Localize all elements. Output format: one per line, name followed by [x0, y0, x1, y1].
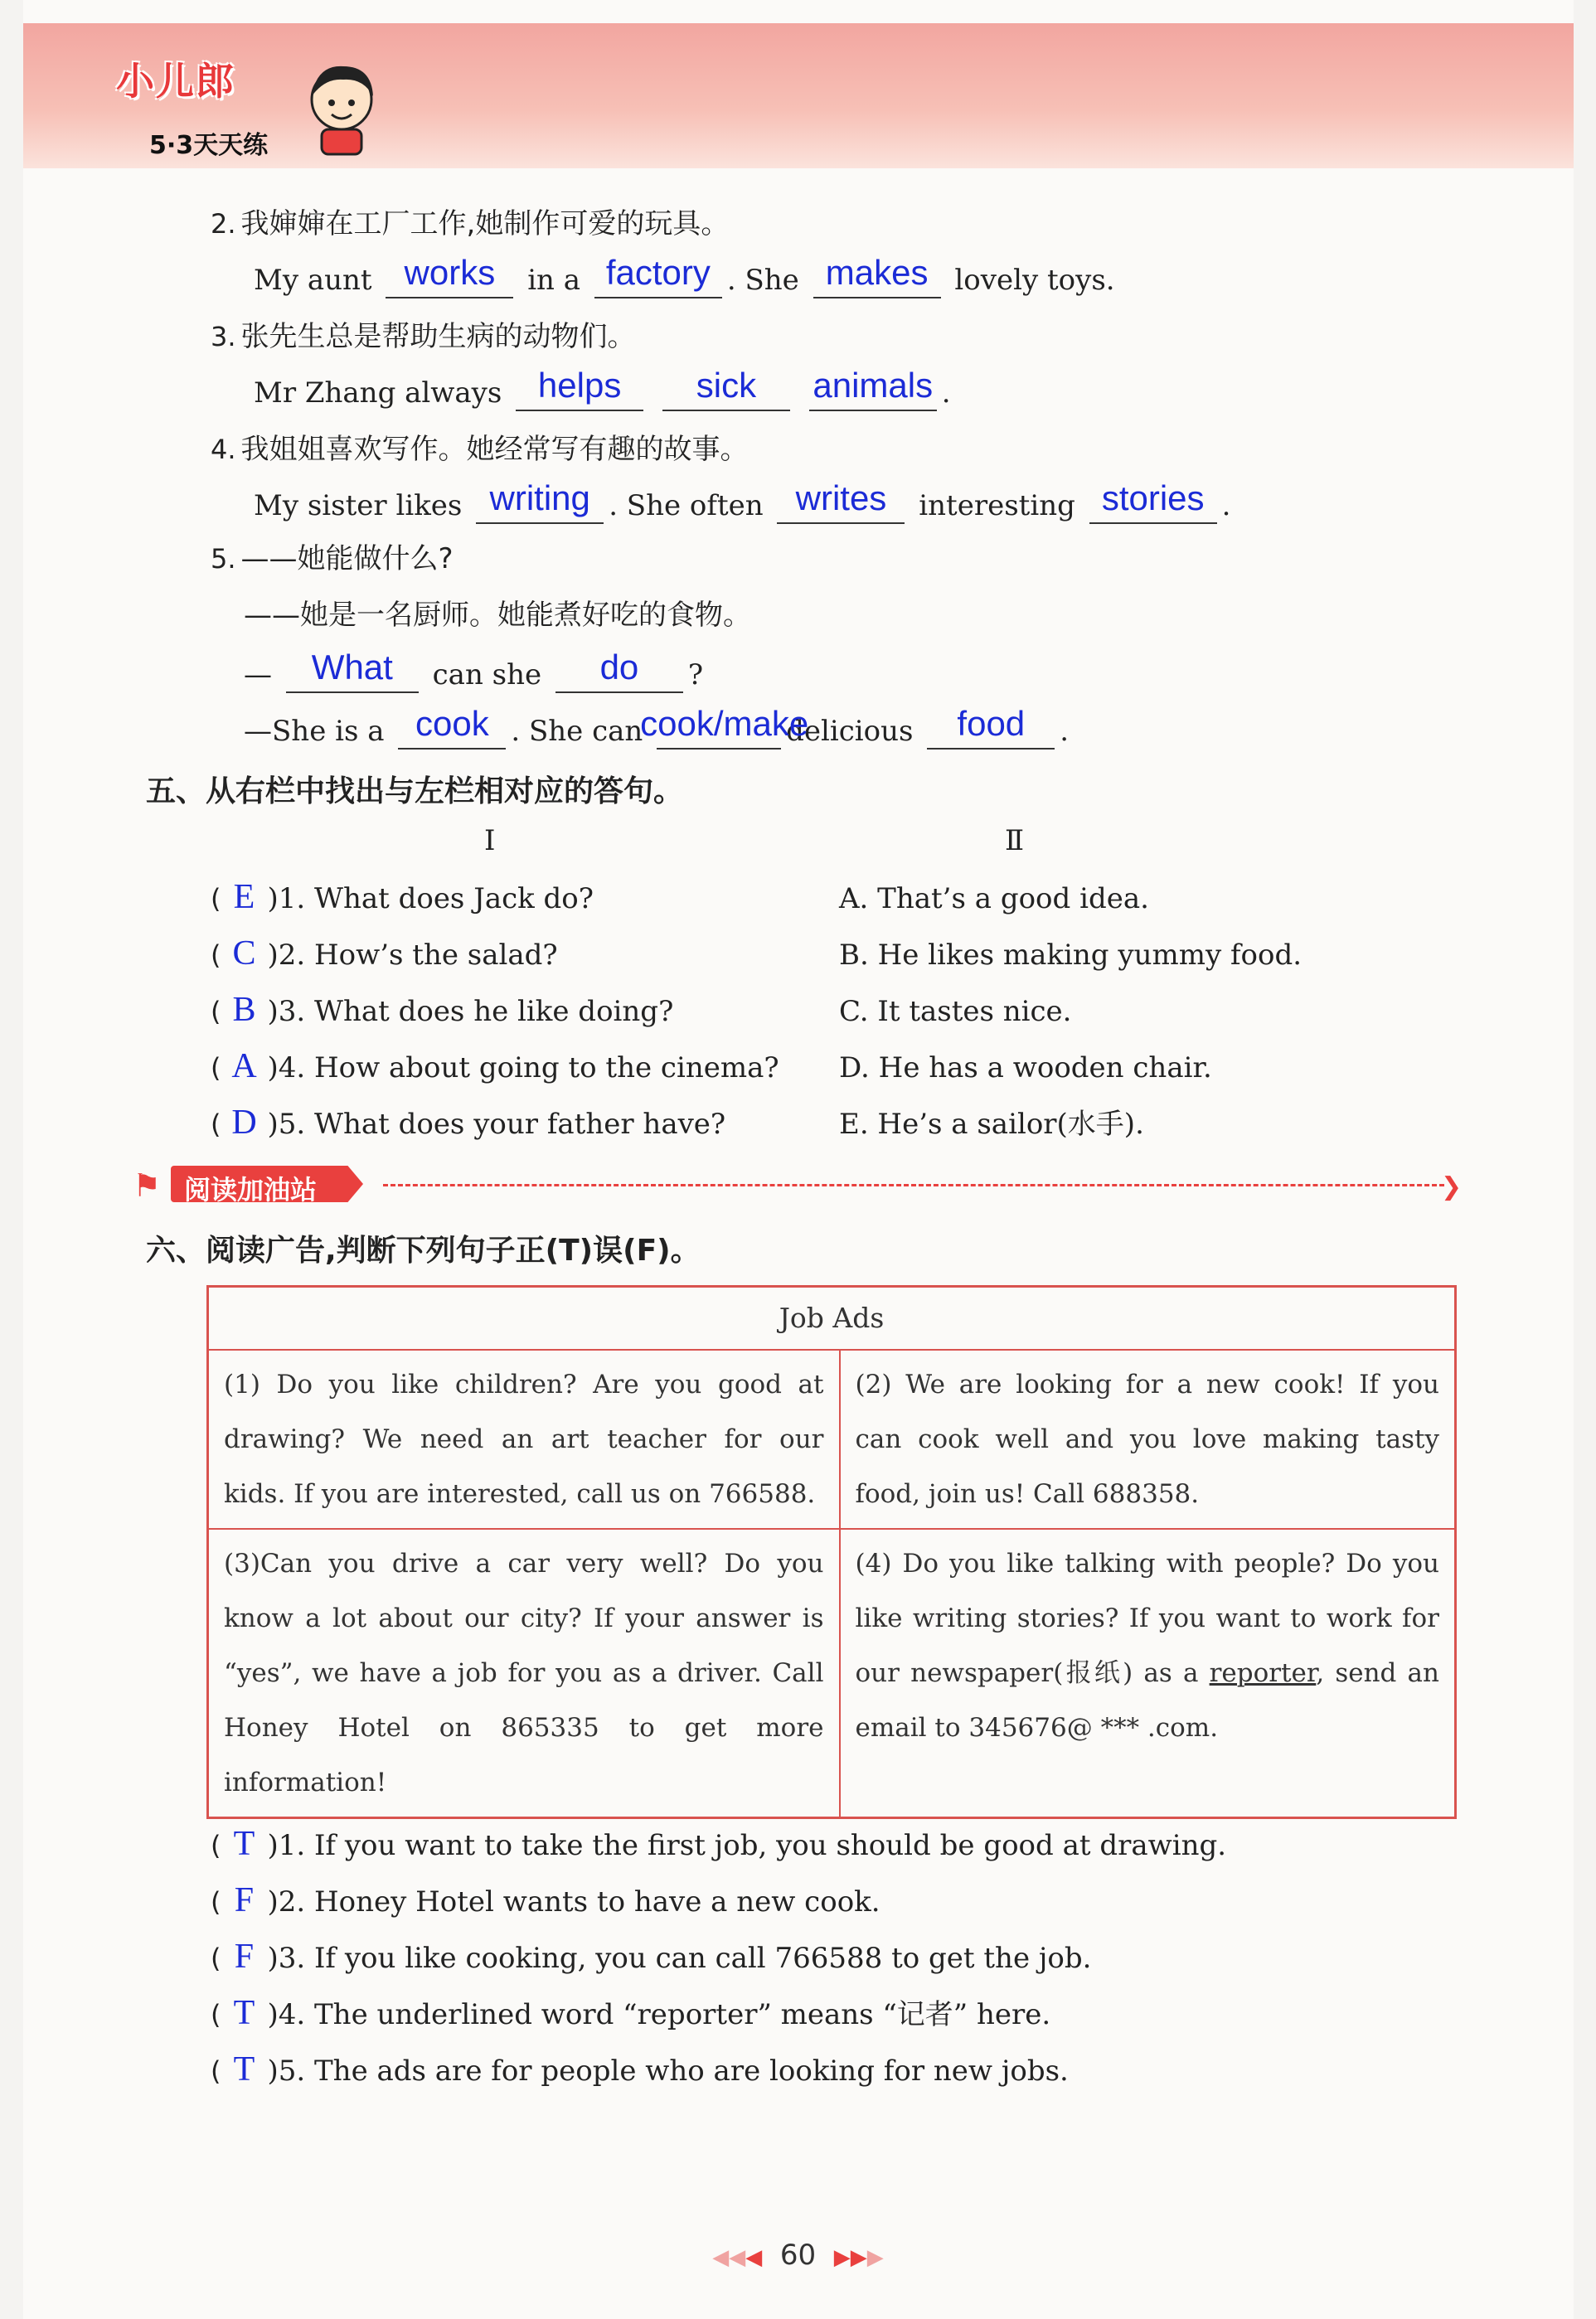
part5-item-4: ( A )4. How about going to the cinema? [211, 1047, 779, 1085]
q2-blank-1[interactable]: works [386, 260, 513, 298]
q5-english-2: —She is a cook . She can cook/make delicious food . [244, 704, 1070, 748]
q5-blank-3[interactable]: cook [398, 711, 506, 750]
banner-dashed-line [383, 1184, 1444, 1186]
q5-chinese-1: 5. ——她能做什么? [211, 542, 454, 575]
underlined-word: reporter [1209, 1657, 1317, 1688]
q5-blank-1[interactable]: What [286, 655, 419, 693]
part6-answer-4[interactable]: T [233, 1994, 255, 2032]
part5-option-e: E. He’s a sailor(水手). [839, 1108, 1144, 1141]
q5-blank-5[interactable]: food [927, 711, 1055, 750]
part5-item-5: ( D )5. What does your father have? [211, 1104, 726, 1142]
mascot-icon [300, 60, 381, 158]
q2-chinese: 2. 我婶婶在工厂工作,她制作可爱的玩具。 [211, 207, 730, 240]
brand-logo: 小儿郎 [116, 59, 235, 104]
part5-option-a: A. That’s a good idea. [839, 882, 1149, 915]
part6-answer-2[interactable]: F [234, 1881, 255, 1919]
part6-answer-1[interactable]: T [233, 1825, 255, 1863]
part5-option-d: D. He has a wooden chair. [839, 1051, 1212, 1084]
q3-chinese: 3. 张先生总是帮助生病的动物们。 [211, 320, 636, 353]
ad-4: (4) Do you like talking with people? Do you like writing stories? If you want to work for our newspaper(报纸) as a reporter, send an email to 345676@ *** .com. [840, 1529, 1456, 1818]
q4-chinese: 4. 我姐姐喜欢写作。她经常写有趣的故事。 [211, 433, 749, 466]
ad-3: (3)Can you drive a car very well? Do you know a lot about our city? If your answer is “yes”, we have a job for you as a driver. Call Honey Hotel on 865335 to get more information! [208, 1529, 840, 1818]
part6-item-2: ( F )2. Honey Hotel wants to have a new cook. [211, 1881, 880, 1919]
ad-2: (2) We are looking for a new cook! If you can cook well and you love making tasty food, join us! Call 688358. [840, 1350, 1456, 1529]
q4-blank-2[interactable]: writes [777, 486, 905, 524]
q4-blank-1[interactable]: writing [476, 486, 604, 524]
q5-english-1: — What can she do ? [244, 648, 704, 691]
q3-blank-2[interactable]: sick [662, 373, 790, 411]
part5-item-3: ( B )3. What does he like doing? [211, 991, 674, 1029]
reading-banner: ⚑ 阅读加油站 [124, 1162, 373, 1206]
part6-item-4: ( T )4. The underlined word “reporter” means “记者” here. [211, 1994, 1051, 2032]
q3-blank-3[interactable]: animals [809, 373, 937, 411]
next-arrows-icon: ▶▶ [833, 2245, 867, 2270]
part5-answer-3[interactable]: B [232, 991, 256, 1029]
part5-option-c: C. It tastes nice. [839, 995, 1072, 1028]
ad-1: (1) Do you like children? Are you good at drawing? We need an art teacher for our kids. If you are interested, call us on 766588. [208, 1350, 840, 1529]
part5-column-1-header: Ⅰ [484, 824, 496, 857]
part6-answer-5[interactable]: T [233, 2050, 255, 2089]
q3-english: Mr Zhang always helps sick animals . [254, 366, 951, 410]
part5-title: 五、从右栏中找出与左栏相对应的答句。 [146, 774, 684, 808]
part6-answer-3[interactable]: F [234, 1938, 255, 1976]
q2-english: My aunt works in a factory . She makes lovely toys. [254, 253, 1115, 297]
q2-blank-2[interactable]: factory [594, 260, 722, 298]
q5-blank-4[interactable]: cook/make [657, 711, 781, 750]
runner-icon: ⚑ [133, 1167, 162, 1204]
page-number-footer: ◀◀◀ 60 ▶▶▶ [712, 2239, 884, 2272]
part5-answer-5[interactable]: D [231, 1104, 257, 1142]
q3-blank-1[interactable]: helps [516, 373, 643, 411]
prev-arrows-icon: ◀◀ [712, 2245, 746, 2270]
part5-item-2: ( C )2. How’s the salad? [211, 934, 558, 973]
part6-item-1: ( T )1. If you want to take the first job, you should be good at drawing. [211, 1825, 1227, 1863]
part5-column-2-header: Ⅱ [1005, 824, 1025, 857]
part5-answer-4[interactable]: A [231, 1047, 257, 1085]
part5-option-b: B. He likes making yummy food. [839, 939, 1303, 972]
job-ads-title: Job Ads [208, 1287, 1456, 1350]
q4-english: My sister likes writing . She often writes interesting stories . [254, 478, 1231, 522]
q2-blank-3[interactable]: makes [813, 260, 941, 298]
part6-item-3: ( F )3. If you like cooking, you can call 766588 to get the job. [211, 1938, 1092, 1976]
part5-answer-2[interactable]: C [232, 934, 256, 973]
part6-item-5: ( T )5. The ads are for people who are looking for new jobs. [211, 2050, 1069, 2089]
part6-title: 六、阅读广告,判断下列句子正(T)误(F)。 [146, 1234, 701, 1268]
job-ads-table [206, 1285, 1457, 1819]
q5-chinese-2: ——她是一名厨师。她能煮好吃的食物。 [244, 599, 751, 632]
chevron-right-icon: ❯ [1441, 1172, 1463, 1201]
page-number: 60 [779, 2239, 817, 2272]
part5-item-1: ( E )1. What does Jack do? [211, 878, 594, 916]
part5-answer-1[interactable]: E [233, 878, 255, 916]
q5-blank-2[interactable]: do [555, 655, 683, 693]
q4-blank-3[interactable]: stories [1089, 486, 1217, 524]
series-name: 5·3天天练 [149, 131, 269, 160]
